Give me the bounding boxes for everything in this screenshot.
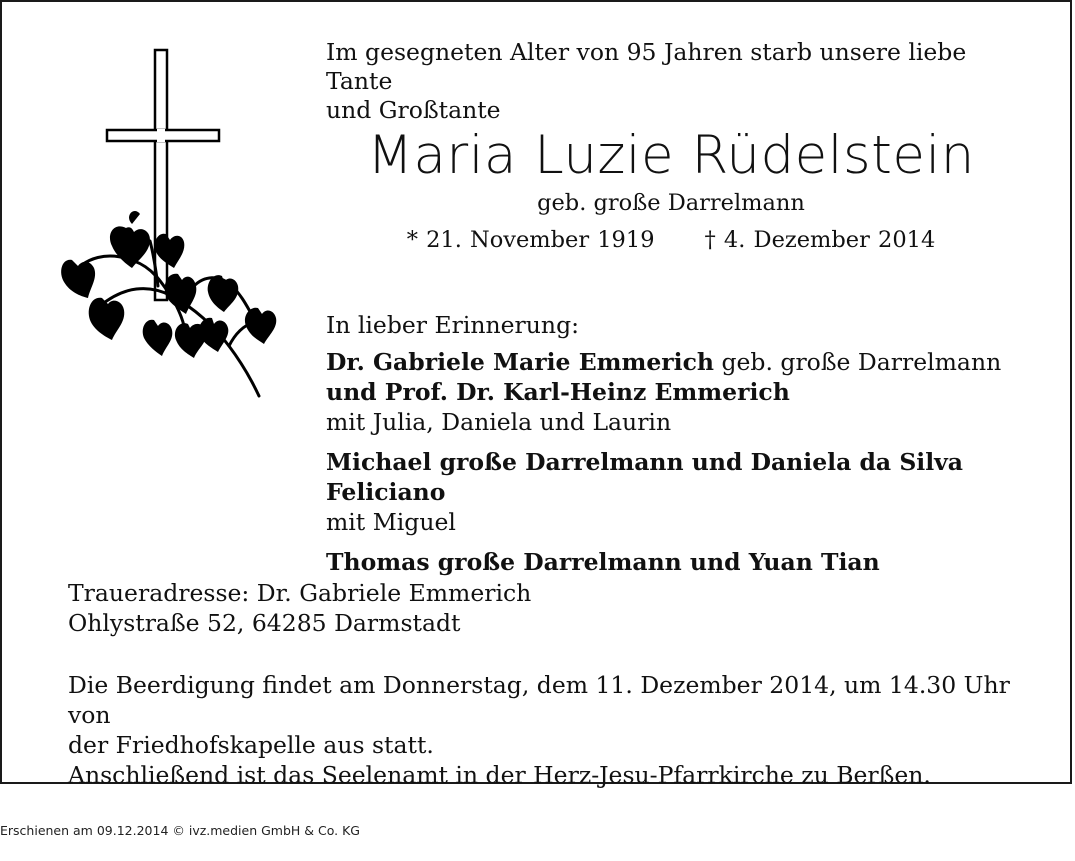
intro-text bbox=[326, 38, 1016, 125]
mourners-list bbox=[326, 347, 1016, 587]
mourner-name: Michael große Darrelmann und Daniela da Silva Feliciano bbox=[326, 448, 964, 506]
publication-footer: Erschienen am 09.12.2014 © ivz.medien GmbH & Co. KG bbox=[0, 823, 360, 838]
mourner-maiden-name: geb. große Darrelmann bbox=[714, 348, 1002, 376]
intro-line-1: Im gesegneten Alter von 95 Jahren starb unsere liebe Tante bbox=[326, 38, 967, 95]
mourning-address bbox=[68, 578, 531, 638]
mourner-name: und Prof. Dr. Karl-Heinz Emmerich bbox=[326, 378, 790, 406]
funeral-line-2: der Friedhofskapelle aus statt. bbox=[68, 731, 434, 759]
funeral-info bbox=[68, 670, 1018, 790]
maiden-name: geb. große Darrelmann bbox=[537, 190, 805, 216]
mourner-children: mit Miguel bbox=[326, 508, 456, 536]
funeral-line-1: Die Beerdigung findet am Donnerstag, dem 11. Dezember 2014, um 14.30 Uhr von bbox=[68, 671, 1010, 729]
deceased-name: Maria Luzie Rüdelstein bbox=[367, 125, 975, 186]
mourner-group bbox=[326, 547, 1016, 577]
mourner-name: Thomas große Darrelmann und Yuan Tian bbox=[326, 548, 880, 576]
address-line-1: Traueradresse: Dr. Gabriele Emmerich bbox=[68, 579, 532, 607]
memory-heading: In lieber Erinnerung: bbox=[326, 311, 580, 339]
address-line-2: Ohlystraße 52, 64285 Darmstadt bbox=[68, 609, 461, 637]
mourner-children: mit Julia, Daniela und Laurin bbox=[326, 408, 672, 436]
cross-with-ivy-icon bbox=[54, 46, 290, 402]
mourner-name: Dr. Gabriele Marie Emmerich bbox=[326, 348, 714, 376]
birth-date: * 21. November 1919 bbox=[406, 227, 655, 253]
intro-line-2: und Großtante bbox=[326, 96, 501, 124]
life-dates bbox=[326, 227, 1016, 253]
mourner-group bbox=[326, 347, 1016, 437]
mourner-group bbox=[326, 447, 1016, 537]
funeral-line-3: Anschließend ist das Seelenamt in der Herz-Jesu-Pfarrkirche zu Berßen. bbox=[68, 761, 931, 789]
death-date: † 4. Dezember 2014 bbox=[704, 227, 936, 253]
